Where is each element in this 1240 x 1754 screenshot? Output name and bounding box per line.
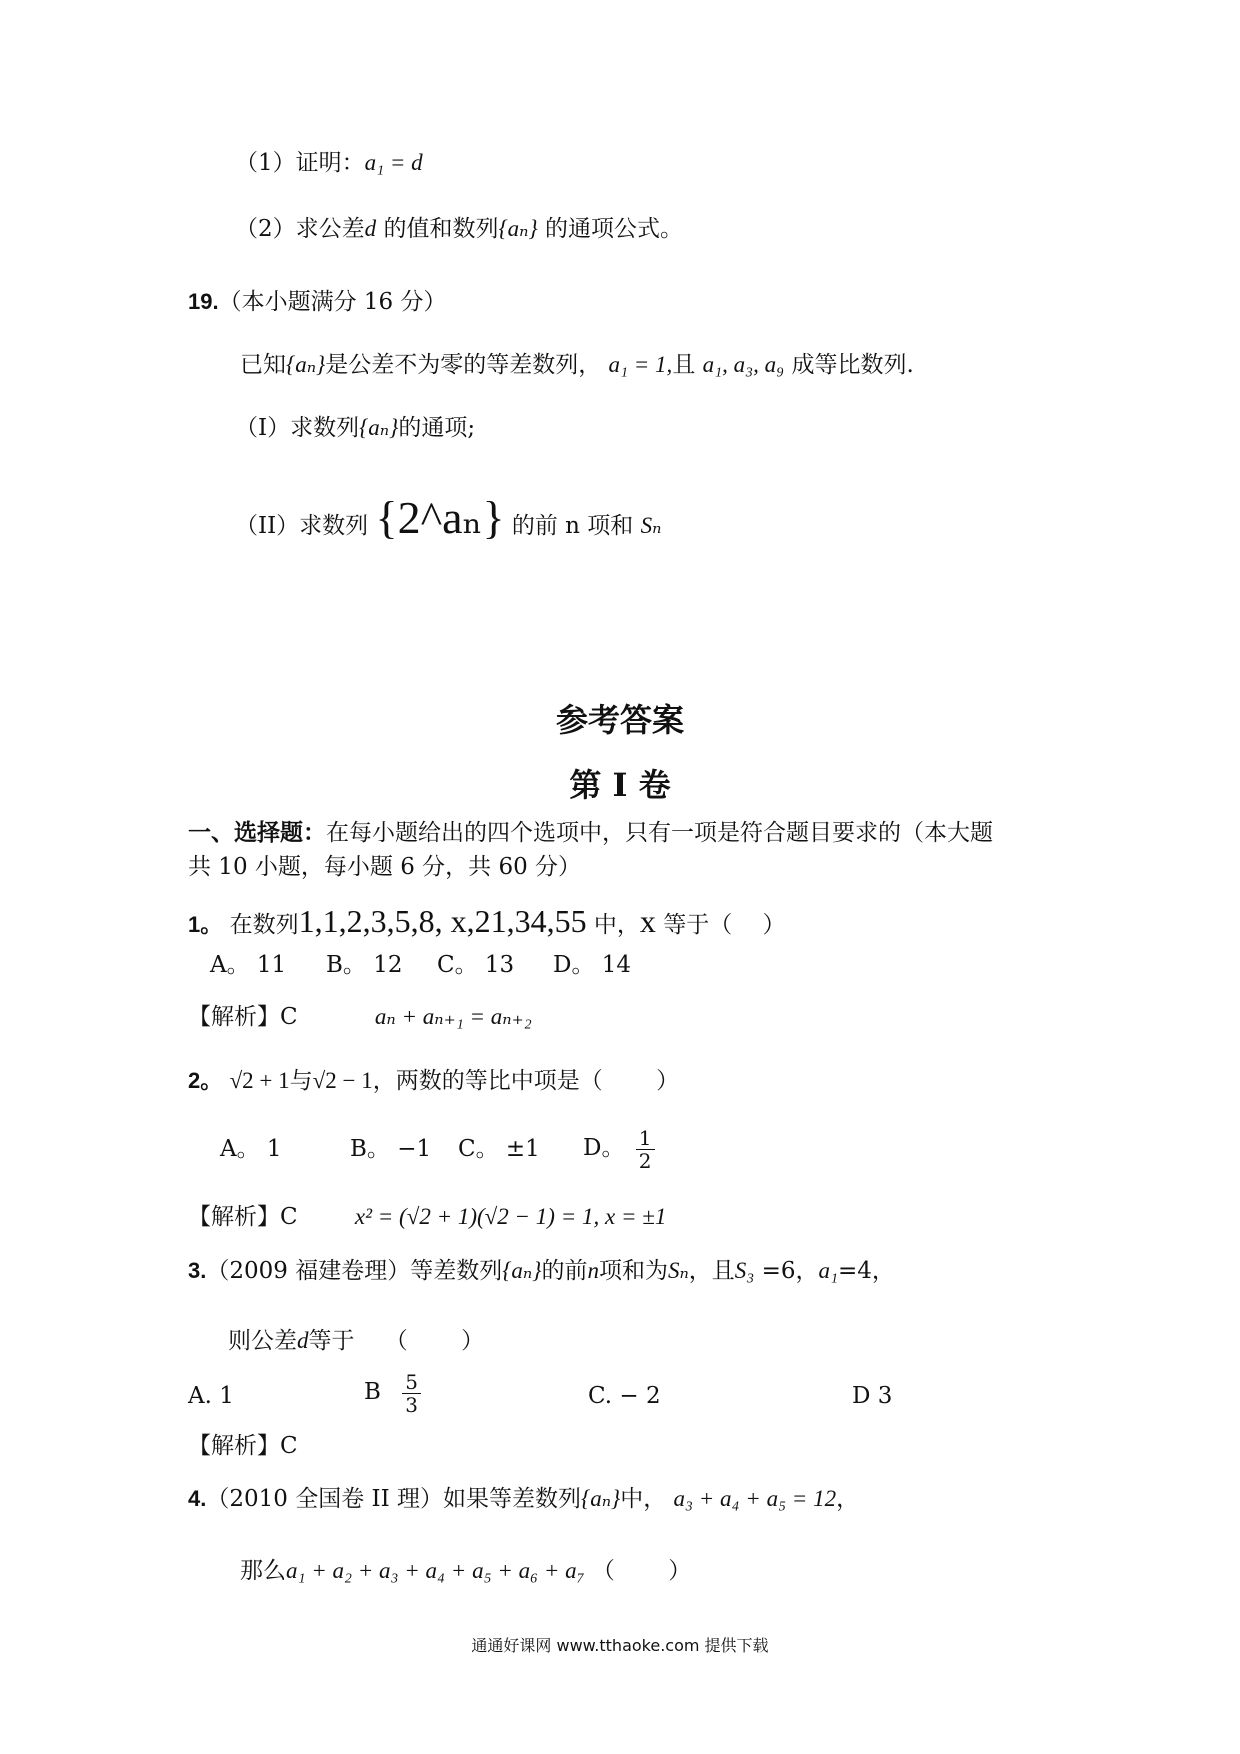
volume-title: 第 I 卷 — [569, 766, 671, 804]
q19-part1: （I）求数列{aₙ}的通项; — [235, 415, 476, 441]
a2-option-b: B。 −1 — [350, 1136, 432, 1162]
q18-part2: （2）求公差d 的值和数列{aₙ} 的通项公式。 — [235, 216, 683, 242]
a1-question: 1。 在数列1,1,2,3,5,8, x,21,34,55 中，x 等于（ ） — [188, 903, 786, 939]
a2-option-c: C。 ±1 — [458, 1136, 540, 1162]
q19-header: 19.（本小题满分 16 分） — [188, 289, 447, 315]
q19-part2: （II）求数列 {2^aₙ} 的前 n 项和 Sₙ — [235, 492, 662, 543]
a3-option-c: C. − 2 — [588, 1383, 661, 1409]
a2-option-a: A。 1 — [220, 1136, 282, 1162]
power-sequence: {2^aₙ} — [375, 492, 505, 543]
q18-part1: （1）证明：a₁ = d — [235, 150, 423, 176]
a1-option-a: A。 11 — [210, 952, 287, 978]
a1-analysis: 【解析】C aₙ + aₙ₊₁ = aₙ₊₂ — [188, 1004, 532, 1030]
a2-option-d: D。 $\frac{1}{2}$ — [583, 1116, 659, 1180]
a4-line2: 那么a₁ + a₂ + a₃ + a₄ + a₅ + a₆ + a₇ （ ） — [240, 1558, 692, 1584]
section-heading-cont: 共 10 小题，每小题 6 分，共 60 分） — [188, 854, 582, 880]
a1-option-d: D。 14 — [553, 952, 632, 978]
a2-question: 2。 √2 + 1与√2 − 1，两数的等比中项是（ ） — [188, 1068, 680, 1094]
a3-analysis: 【解析】C — [188, 1433, 298, 1459]
a1-option-b: B。 12 — [326, 952, 403, 978]
a3-option-b: B $\frac{5}{3}$ — [364, 1360, 425, 1424]
fraction: $\frac{5}{3}$ — [402, 1371, 421, 1416]
a2-analysis: 【解析】C x² = (√2 + 1)(√2 − 1) = 1, x = ±1 — [188, 1204, 667, 1230]
a4-question: 4.（2010 全国卷 II 理）如果等差数列{aₙ}中， a₃ + a₄ + a₅ = 12， — [188, 1486, 860, 1512]
section-heading: 一、选择题：在每小题给出的四个选项中，只有一项是符合题目要求的（本大题 — [188, 819, 993, 846]
a3-option-d: D 3 — [852, 1383, 893, 1409]
a3-question: 3.（2009 福建卷理）等差数列{aₙ}的前n项和为Sₙ，且S₃ =6，a₁=4， — [188, 1258, 895, 1284]
a1-option-c: C。 13 — [437, 952, 515, 978]
math-expr: a₁ = d — [364, 150, 423, 175]
a3-line2: 则公差d等于 （ ） — [228, 1328, 485, 1354]
answers-title: 参考答案 — [555, 701, 684, 739]
q19-statement: 已知{aₙ}是公差不为零的等差数列， a₁ = 1,且 a₁, a₃, a₉ 成等比数列. — [240, 352, 914, 378]
fraction: $\frac{1}{2}$ — [636, 1127, 655, 1172]
a3-option-a: A. 1 — [188, 1383, 234, 1409]
page-footer: 通通好课网 www.tthaoke.com 提供下载 — [471, 1636, 769, 1655]
